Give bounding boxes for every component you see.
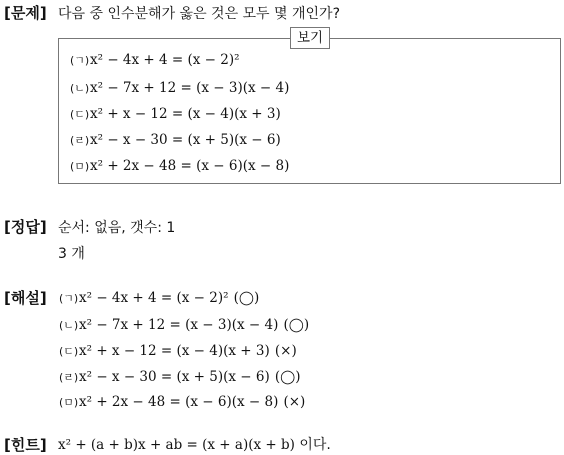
answer-label: [정답]	[4, 218, 47, 236]
solution-item-expr: x² + 2x − 48 = (x − 6)(x − 8)	[79, 394, 279, 410]
bogi-item-expr: x² + 2x − 48 = (x − 6)(x − 8)	[90, 158, 290, 174]
solution-item-mark: (ㄹ)	[59, 371, 79, 384]
solution-item	[59, 366, 301, 385]
solution-item-expr: x² − 7x + 12 = (x − 3)(x − 4)	[79, 317, 279, 333]
question-text: 다음 중 인수분해가 옳은 것은 모두 몇 개인가?	[58, 6, 341, 22]
bogi-item-mark: (ㄴ)	[70, 82, 90, 95]
solution-item-mark: (ㄷ)	[59, 345, 79, 358]
bogi-item-expr: x² − 7x + 12 = (x − 3)(x − 4)	[90, 80, 290, 96]
bogi-item-expr: x² + x − 12 = (x − 4)(x + 3)	[90, 106, 281, 122]
hint-expr: x² + (a + b)x + ab = (x + a)(x + b)	[58, 437, 295, 453]
question-label: [문제]	[4, 4, 47, 22]
solution-item-result: (◯)	[274, 369, 301, 385]
solution-item	[59, 287, 259, 306]
solution-label: [해설]	[4, 289, 47, 307]
bogi-title: 보기	[290, 27, 330, 49]
bogi-item	[70, 49, 240, 68]
solution-item	[59, 340, 297, 359]
solution-item	[59, 391, 305, 410]
solution-item-mark: (ㄱ)	[59, 292, 79, 305]
solution-item-result: (×)	[274, 343, 297, 359]
solution-item-result: (◯)	[283, 317, 310, 333]
solution-item-mark: (ㄴ)	[59, 319, 79, 332]
bogi-item	[70, 129, 281, 148]
bogi-item-mark: (ㅁ)	[70, 160, 90, 173]
bogi-item-expr: x² − x − 30 = (x + 5)(x − 6)	[90, 132, 281, 148]
hint-text	[58, 434, 331, 454]
bogi-item	[70, 103, 281, 122]
hint-suffix: 이다.	[294, 437, 331, 453]
solution-item-expr: x² − 4x + 4 = (x − 2)²	[79, 290, 229, 306]
bogi-item-mark: (ㄹ)	[70, 134, 90, 147]
solution-item-expr: x² − x − 30 = (x + 5)(x − 6)	[79, 369, 270, 385]
bogi-item-expr: x² − 4x + 4 = (x − 2)²	[90, 52, 240, 68]
answer-line2: 3 개	[58, 246, 85, 262]
solution-item-expr: x² + x − 12 = (x − 4)(x + 3)	[79, 343, 270, 359]
bogi-item	[70, 155, 289, 174]
bogi-item-mark: (ㄱ)	[70, 54, 90, 67]
solution-item	[59, 314, 309, 333]
solution-item-result: (×)	[283, 394, 306, 410]
solution-item-mark: (ㅁ)	[59, 396, 79, 409]
answer-line1: 순서: 없음, 갯수: 1	[58, 220, 176, 236]
bogi-item	[70, 77, 289, 96]
hint-label: [힌트]	[4, 436, 47, 454]
bogi-item-mark: (ㄷ)	[70, 108, 90, 121]
solution-item-result: (◯)	[233, 290, 260, 306]
